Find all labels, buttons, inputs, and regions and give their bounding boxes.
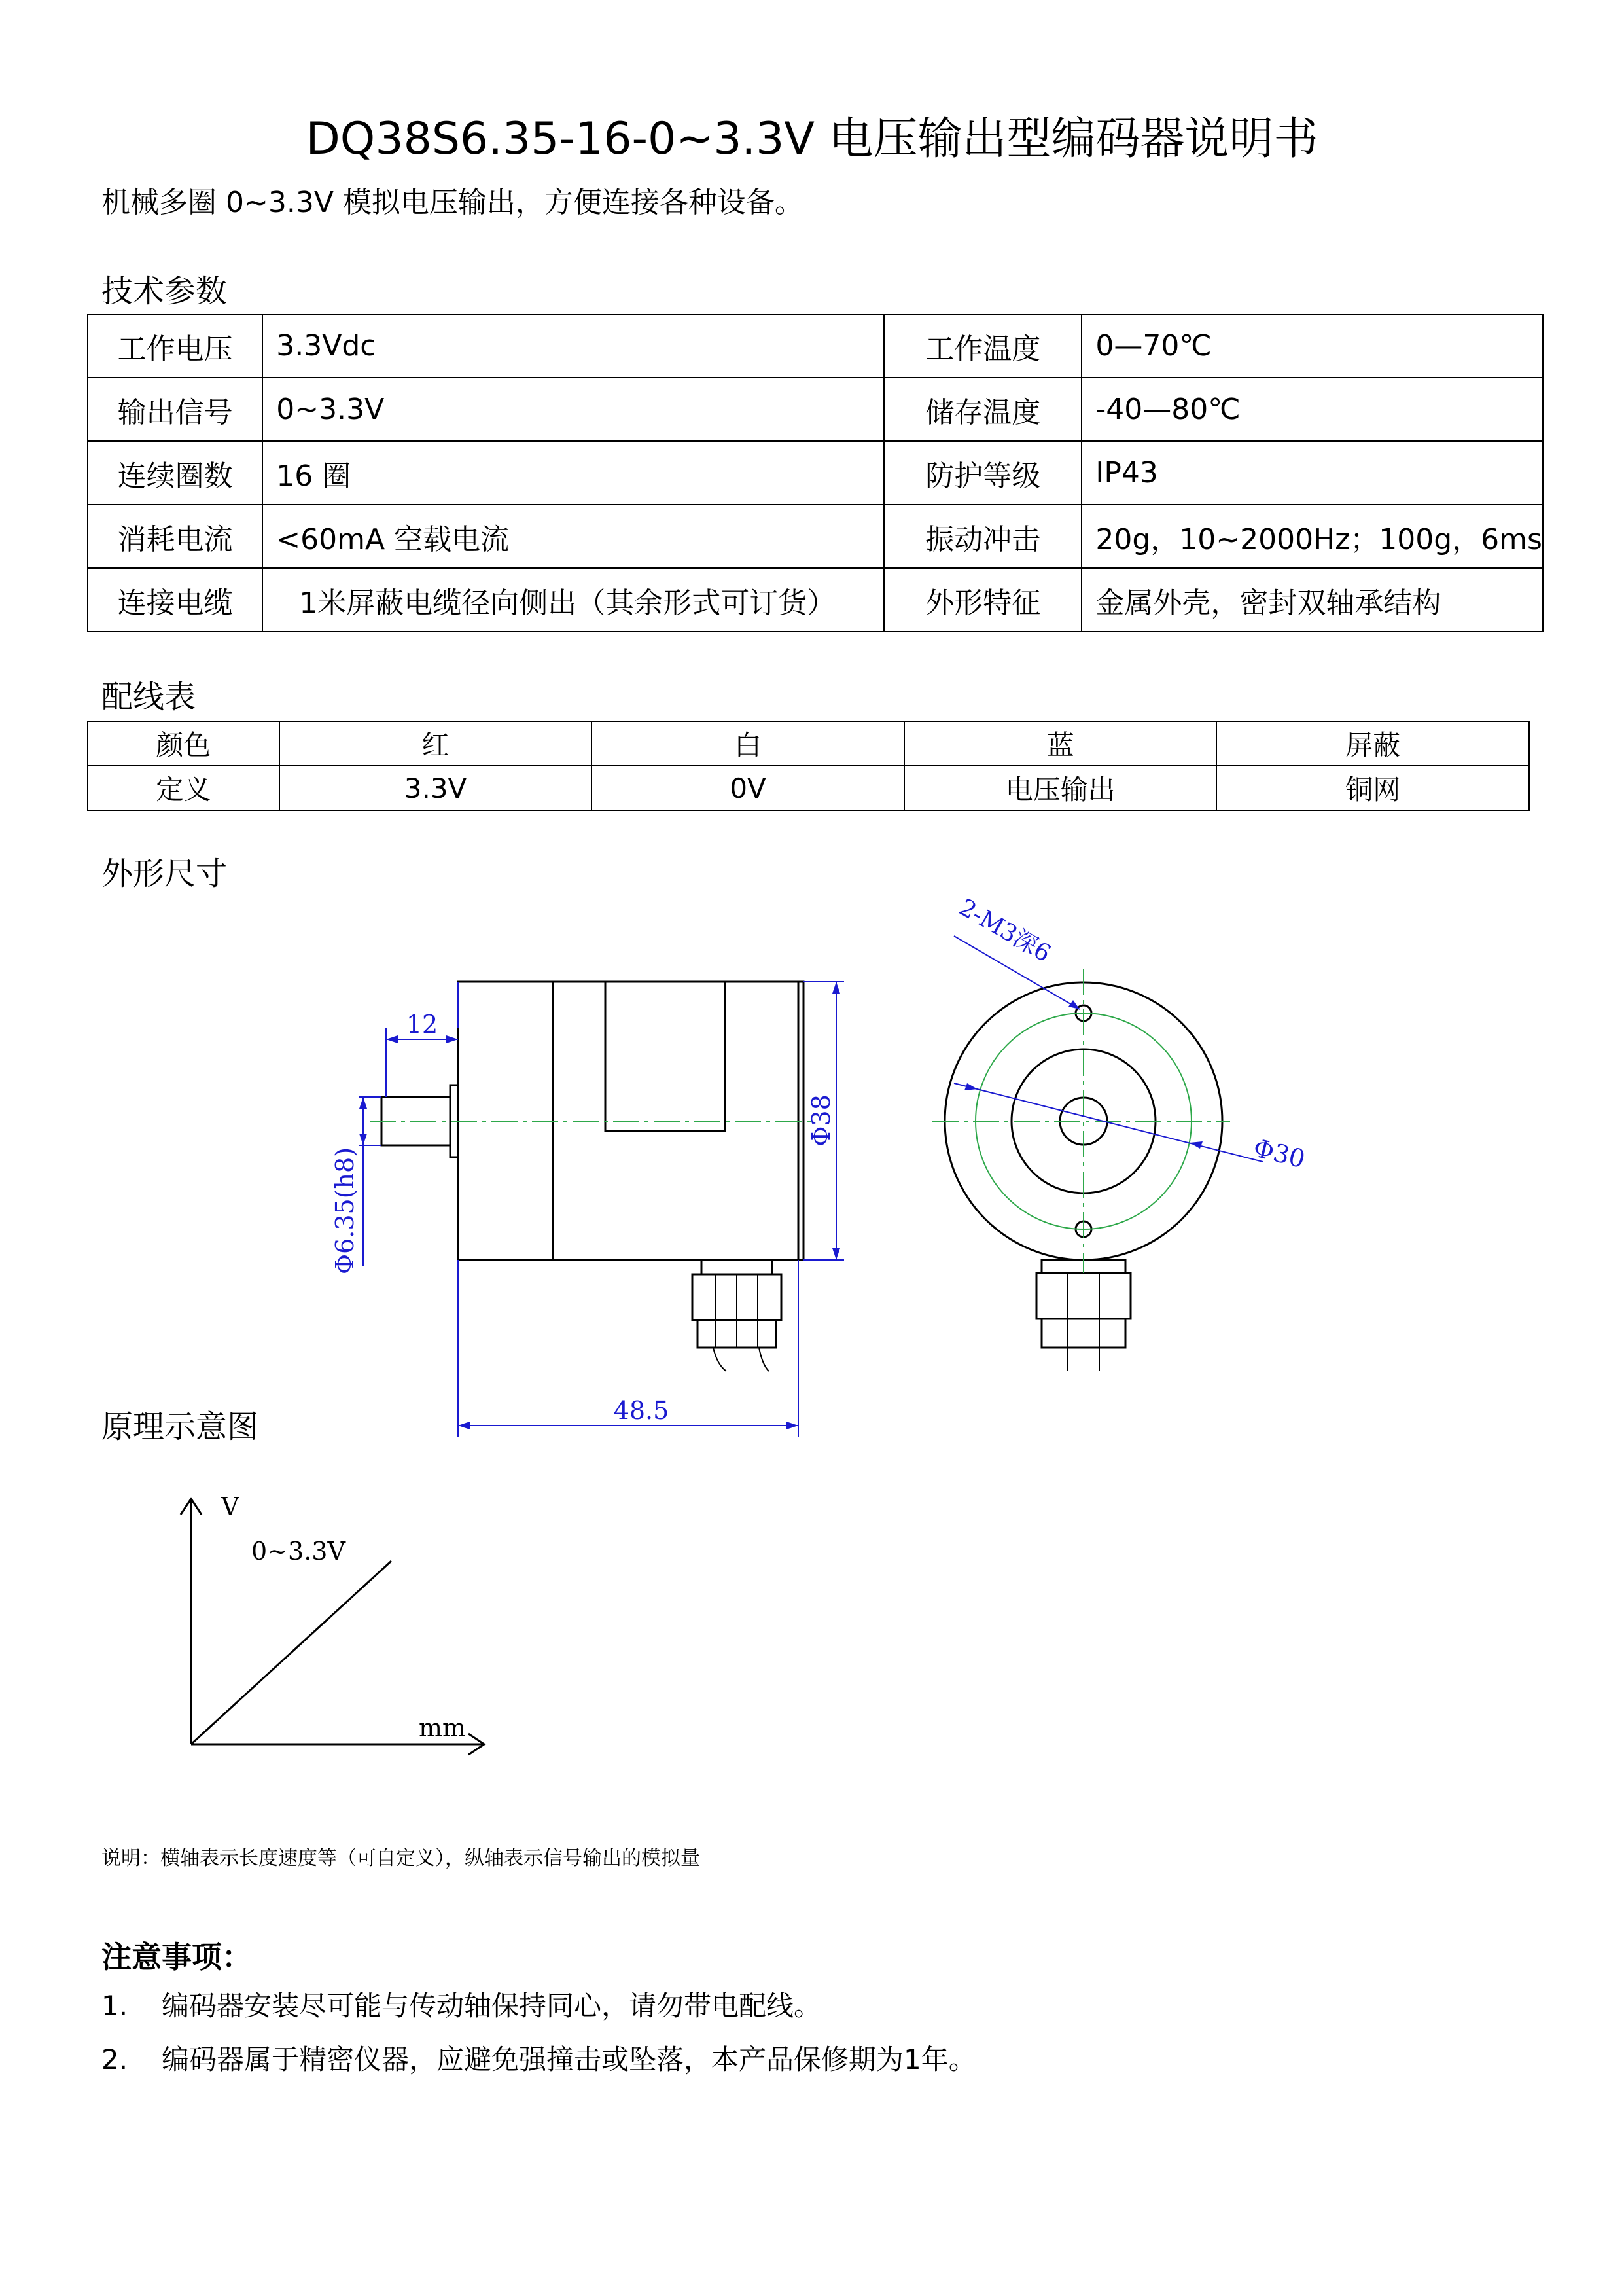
list-item	[101, 1986, 821, 2026]
spec-label: 防护等级	[884, 441, 1082, 505]
spec-value: 0~3.3V	[262, 378, 884, 441]
graph-x-label: mm	[419, 1713, 467, 1742]
list-item-text: 编码器安装尽可能与传动轴保持同心，请勿带电配线。	[162, 1990, 822, 2022]
graph-note: 说明：横轴表示长度速度等（可自定义），纵轴表示信号输出的模拟量	[101, 1847, 700, 1870]
spec-label: 连接电缆	[88, 568, 262, 632]
dim-label-12: 12	[406, 1010, 438, 1039]
front-centerlines	[932, 969, 1230, 1273]
dim-arrow	[1068, 1000, 1080, 1009]
table-row	[88, 314, 1543, 378]
wiring-header-cell: 红	[279, 721, 592, 766]
graph-y-label: V	[221, 1492, 239, 1521]
spec-label: 消耗电流	[88, 505, 262, 568]
wiring-cell: 铜网	[1216, 766, 1529, 810]
voltage-line	[191, 1561, 391, 1744]
cable-line	[713, 1348, 726, 1371]
wiring-cell: 3.3V	[279, 766, 592, 810]
table-row	[88, 568, 1543, 632]
wiring-header-cell: 屏蔽	[1216, 721, 1529, 766]
gland-nut	[701, 1260, 772, 1274]
spec-value: <60mA 空载电流	[262, 505, 884, 568]
page-title: DQ38S6.35-16-0~3.3V 电压输出型编码器说明书	[306, 113, 1318, 165]
table-row	[88, 505, 1543, 568]
table-row	[88, 441, 1543, 505]
dim-label-48-5: 48.5	[613, 1396, 669, 1425]
section-wiring-title: 配线表	[101, 679, 196, 715]
wiring-header-cell: 颜色	[88, 721, 279, 766]
spec-label: 输出信号	[88, 378, 262, 441]
front-gland-seal	[1042, 1319, 1125, 1348]
dim-arrow	[832, 982, 840, 994]
dim-arrow	[359, 1134, 367, 1145]
spec-value: 1米屏蔽电缆径向侧出（其余形式可订货）	[262, 568, 884, 632]
principle-graph	[164, 1486, 504, 1767]
cable-line	[759, 1348, 769, 1371]
side-dimensions	[359, 982, 844, 1437]
spec-table	[87, 314, 1544, 632]
wiring-header-cell: 蓝	[904, 721, 1217, 766]
wiring-header-cell: 白	[591, 721, 904, 766]
graph-range-label: 0~3.3V	[251, 1537, 345, 1566]
list-item-text: 编码器属于精密仪器，应避免强撞击或坠落，本产品保修期为1年。	[162, 2043, 976, 2075]
dim-label-shaft: Φ6.35(h8)	[330, 1147, 359, 1275]
spec-label: 工作温度	[884, 314, 1082, 378]
spec-value: 3.3Vdc	[262, 314, 884, 378]
spec-value: 20g，10~2000Hz；100g，6ms	[1082, 505, 1543, 568]
wiring-cell: 电压输出	[904, 766, 1217, 810]
spec-label: 工作电压	[88, 314, 262, 378]
spec-value: 16 圈	[262, 441, 884, 505]
section-tech-title: 技术参数	[101, 273, 228, 310]
dim-label-38: Φ38	[807, 1094, 836, 1147]
dim-arrow	[386, 1035, 398, 1043]
list-item-number: 2.	[101, 2043, 128, 2075]
table-row	[88, 721, 1529, 766]
body-recess	[605, 982, 725, 1131]
dim-line-30	[954, 1083, 1263, 1162]
dim-arrow	[359, 1097, 367, 1109]
wiring-cell: 定义	[88, 766, 279, 810]
list-item-number: 1.	[101, 1990, 128, 2022]
dim-arrow	[786, 1422, 798, 1429]
spec-label: 连续圈数	[88, 441, 262, 505]
wiring-cell: 0V	[591, 766, 904, 810]
front-dimensions	[954, 936, 1263, 1162]
section-dimensions-title: 外形尺寸	[101, 855, 228, 892]
dim-arrow	[458, 1422, 470, 1429]
intro-text: 机械多圈 0~3.3V 模拟电压输出，方便连接各种设备。	[101, 186, 803, 219]
side-view	[381, 982, 803, 1371]
dimension-drawing	[0, 877, 1624, 1453]
attention-title: 注意事项：	[101, 1939, 252, 1975]
spec-label: 外形特征	[884, 568, 1082, 632]
wiring-table	[87, 721, 1530, 811]
dim-arrow	[832, 1248, 840, 1260]
dim-label-30: Φ30	[1250, 1133, 1309, 1174]
spec-value: 金属外壳，密封双轴承结构	[1082, 568, 1543, 632]
spec-label: 储存温度	[884, 378, 1082, 441]
spec-value: IP43	[1082, 441, 1543, 505]
list-item	[101, 2040, 976, 2079]
spec-value: -40—80℃	[1082, 378, 1543, 441]
table-row	[88, 378, 1543, 441]
table-row	[88, 766, 1529, 810]
section-principle-title: 原理示意图	[101, 1408, 259, 1445]
spec-value: 0—70℃	[1082, 314, 1543, 378]
spec-label: 振动冲击	[884, 505, 1082, 568]
dim-arrow	[446, 1035, 458, 1043]
front-gland-body	[1036, 1273, 1131, 1319]
spec-table-body	[88, 314, 1543, 632]
dim-arrow	[1190, 1141, 1203, 1149]
dim-label-holes: 2-M3深6	[954, 893, 1055, 968]
